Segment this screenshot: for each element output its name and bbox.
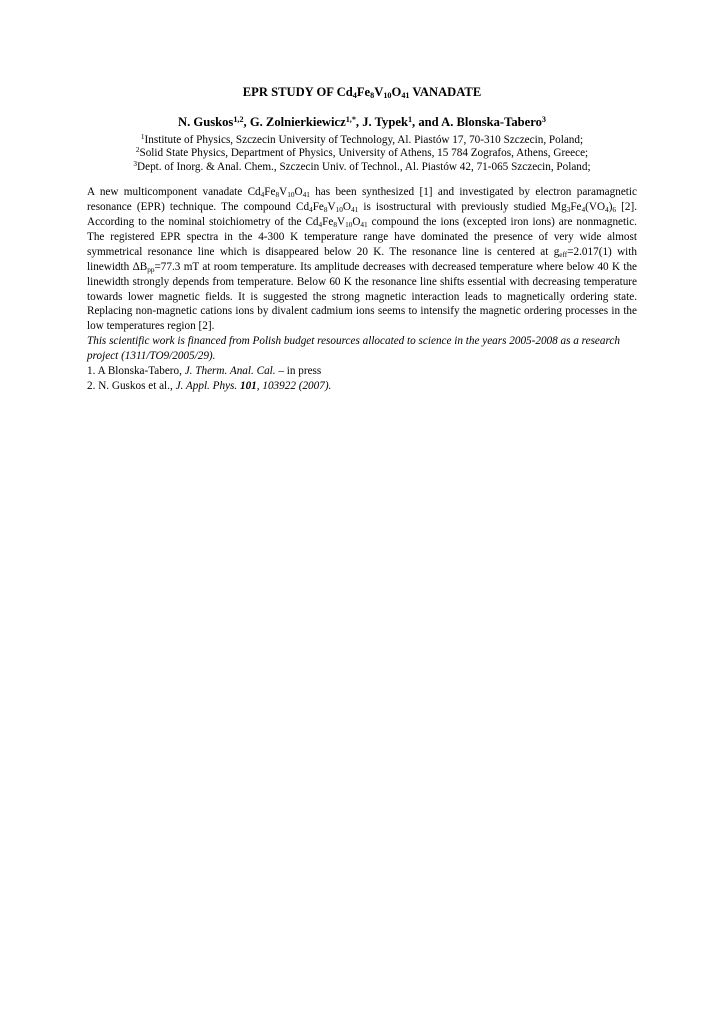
affiliation-1: $^1$Institute of Physics, Szczecin University of Technology, Al. Piastów 17, 70-310 Szczecin, Poland;	[140, 133, 584, 146]
affiliation-3: $^3$Dept. of Inorg. & Anal. Chem., Szczecin Univ. of Technol., Al. Piastów 42, 71-065 Szczecin, Poland;	[133, 159, 591, 173]
author-list: N. Guskos$^{1,2}$, G. Zolnierkiewicz$^{1,*}$, J. Typek$^1$, and A. Blonska-Tabero$^3$	[178, 114, 546, 129]
abstract-body: A new multicomponent vanadate $Cd_4Fe_8V_{10}O_{41}$ has been synthesized [1] and investigated by electron paramagnetic resonance (EPR) technique. The compound $Cd_4Fe_8V_{10}O_{41}$ is isostructural with previously studied $Mg_3Fe_4(VO_4)_6$ [2]. According to the nominal stoichiometry of the $Cd_4Fe_8V_{10}O_{41}$ compound the ions (excepted iron ions) are nonmagnetic. The registered EPR spectra in the 4-300 K temperature range have dominated the presence of very wide almost symmetrical resonance line which is disappeared below 20 K. The resonance line is centered at $g_{eff}=2.017(1)$ with linewidth $\Delta B_{pp}=77.3$ mT at room temperature. Its amplitude decreases with decreased temperature where below 40 K the linewidth strongly depends from temperature. Below 60 K the resonance line shifts essential with decreasing temperature towards lower magnetic fields. It is suggested the strong magnetic interaction leads to magnetically ordering state. Replacing non-magnetic cations ions by divalent cadmium ions seems to intensify the magnetic ordering processes in the low temperatures region [2].	[87, 186, 638, 333]
funding-note: This scientific work is financed from Polish budget resources allocated to science in the years 2005-2008 as a research project (1311/TO9/2005/29).	[87, 335, 620, 363]
paper-page	[87, 84, 637, 394]
paper-title: EPR STUDY OF $Cd_4Fe_8V_{10}O_{41}$ VANADATE	[242, 85, 482, 101]
affiliation-2: $^2$Solid State Physics, Department of Physics, University of Athens, 15 784 Zografos, Athens, Greece;	[135, 146, 589, 160]
reference-1: 1. A Blonska-Tabero, J. Therm. Anal. Cal. – in press	[87, 365, 322, 378]
affiliations	[87, 134, 637, 174]
reference-2: 2. N. Guskos et al., J. Appl. Phys. 101, 103922 (2007).	[87, 380, 332, 392]
abstract	[87, 185, 637, 394]
